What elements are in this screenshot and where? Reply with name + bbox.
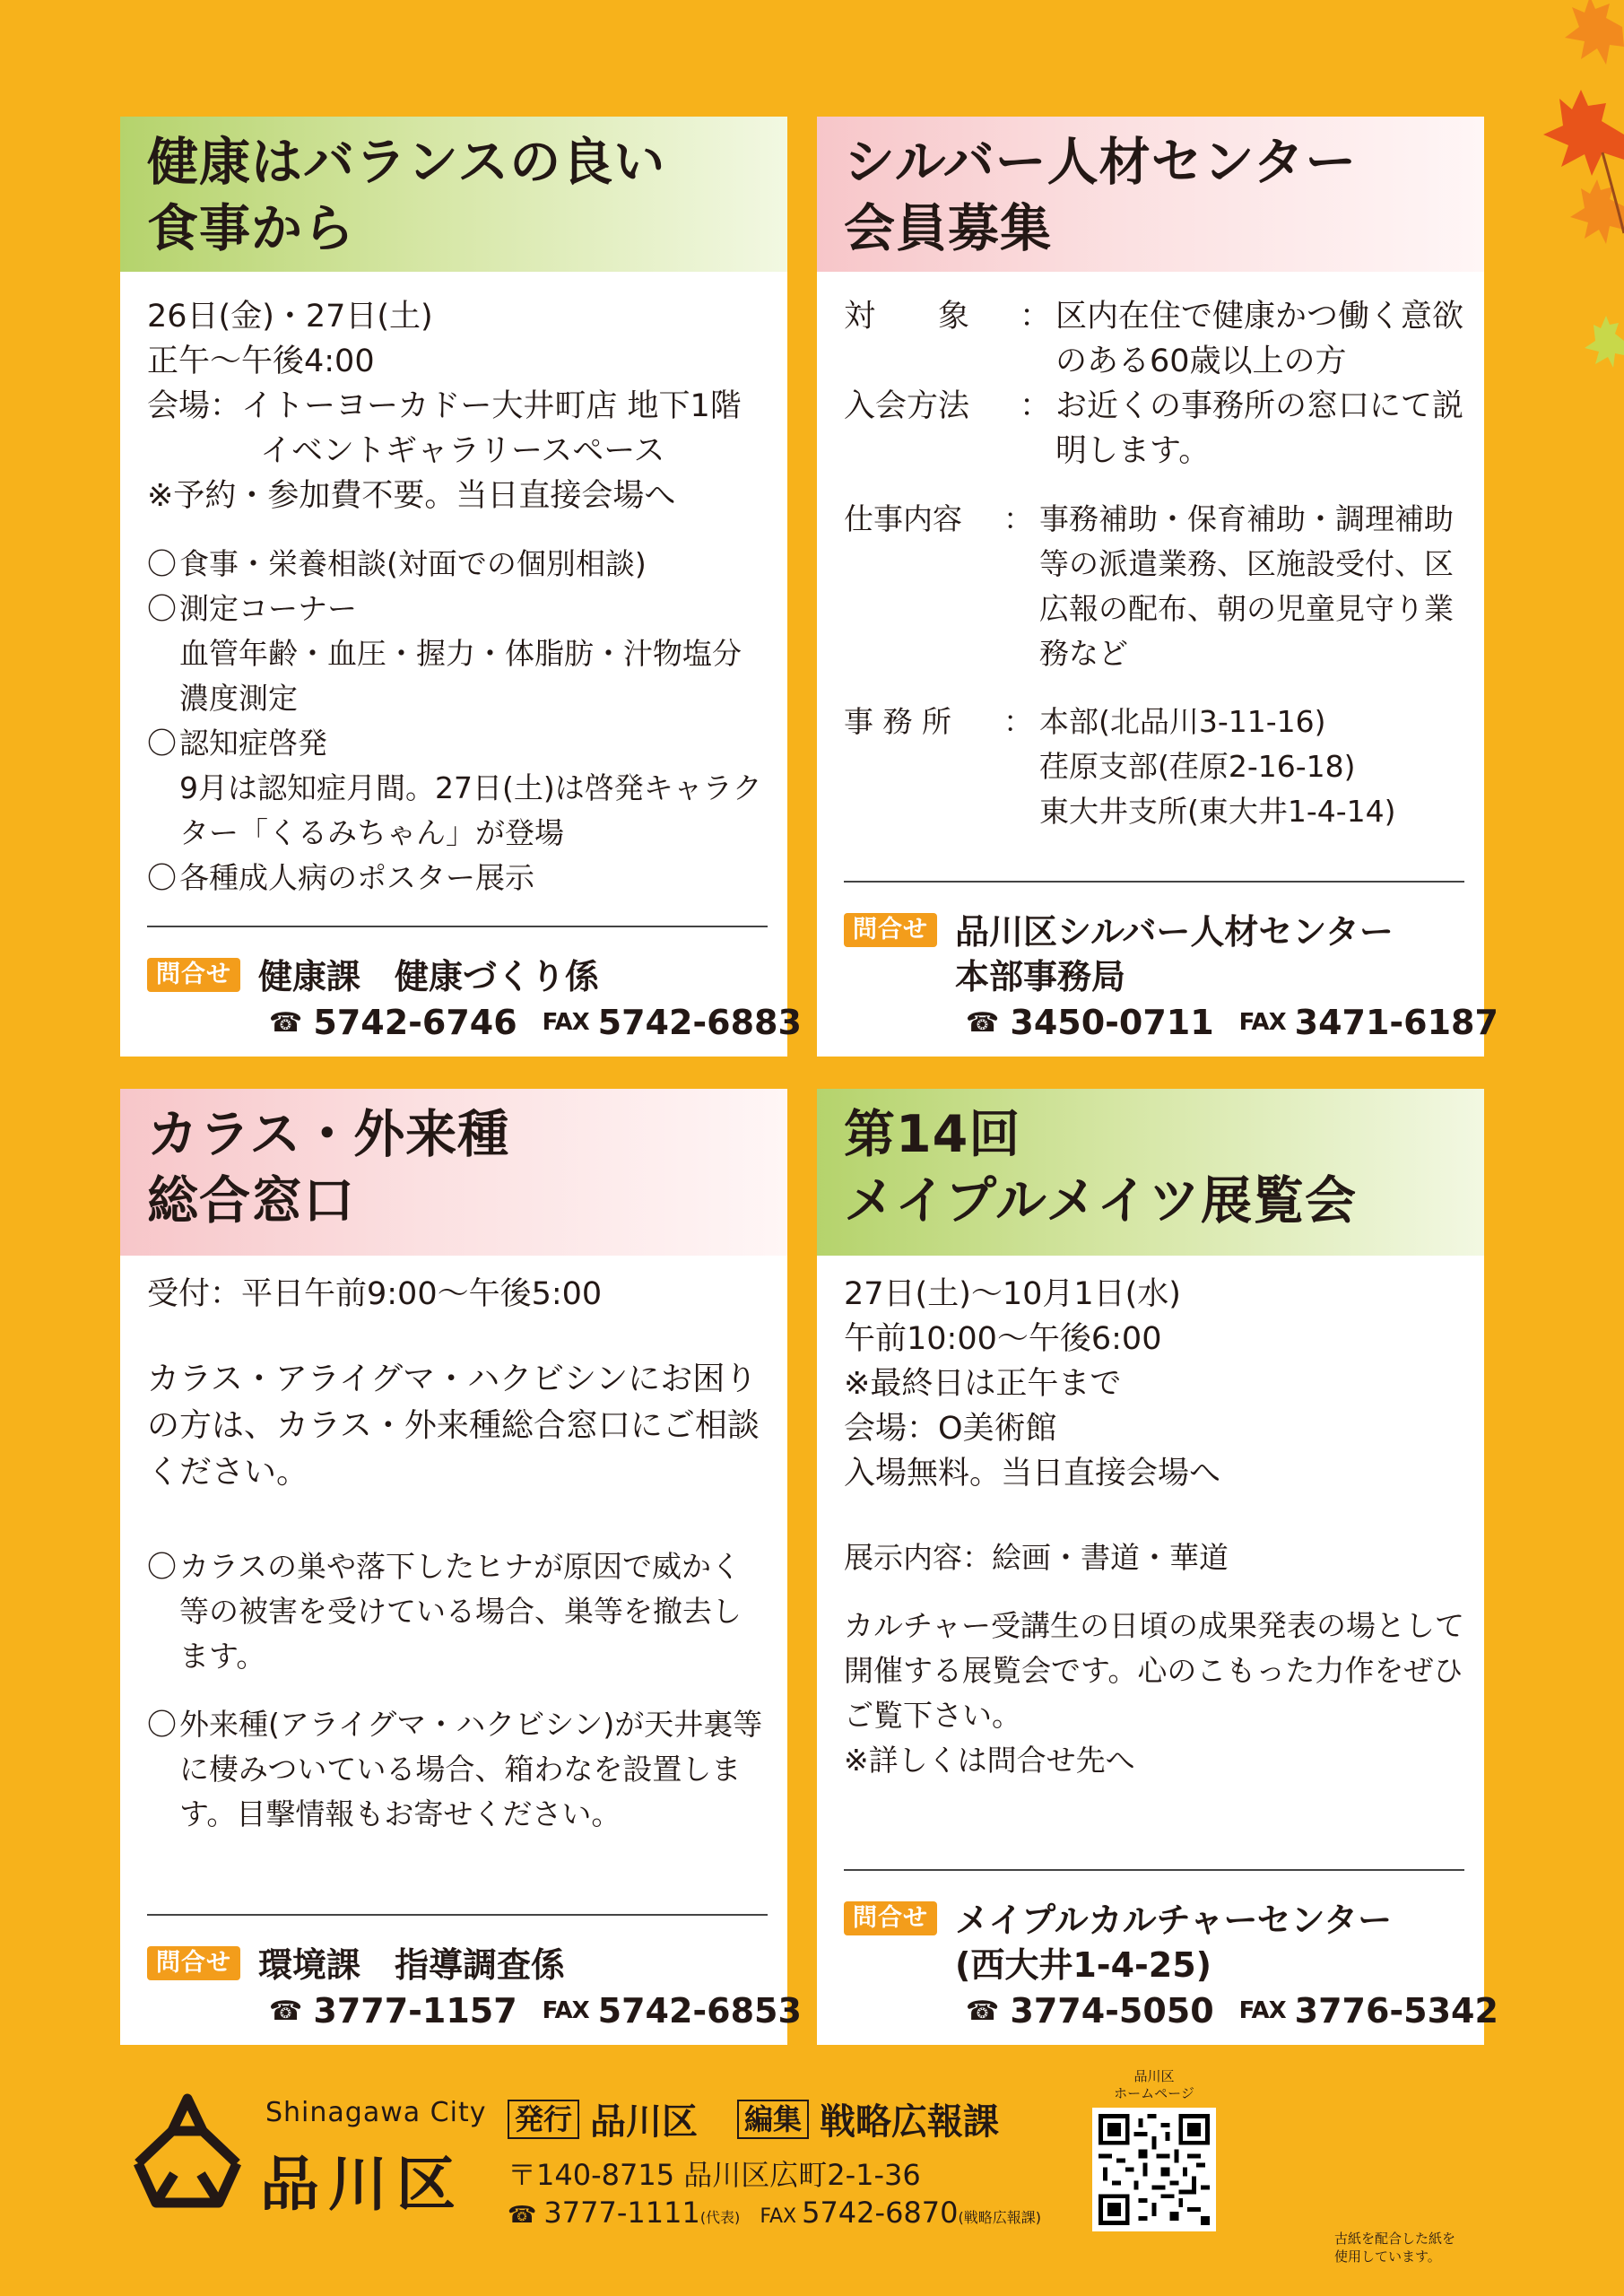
exhibit-description: カルチャー受講生の日頃の成果発表の場として開催する展覧会です。心のこもった力作をぜひご覧下さい。 <box>844 1608 1465 1733</box>
publisher-tel: 3777-1111 <box>543 2196 700 2230</box>
bullet-mark: 〇 <box>147 1707 177 1742</box>
event-venue-room: イベントギャラリースペース <box>260 433 665 469</box>
publisher-address: 〒140-8715 品川区広町2-1-36 <box>508 2158 921 2192</box>
contact-badge: 問合せ <box>147 1946 240 1980</box>
venue-label: 会場： <box>147 388 242 424</box>
office-address: 本部(北品川3-11-16) <box>1039 704 1326 739</box>
contact-fax: 5742-6883 <box>597 1003 802 1042</box>
intro-text: カラス・アライグマ・ハクビシンにお困りの方は、カラス・外来種総合窓口にご相談ください。 <box>147 1361 760 1491</box>
phone-icon: ☎ <box>966 1995 1000 2027</box>
card-title-line: シルバー人材センター <box>844 133 1358 192</box>
row-label: 対 象 <box>844 299 970 335</box>
list-item <box>147 1702 768 1837</box>
contact-name: 本部事務局 <box>955 957 1126 996</box>
contact-badge: 問合せ <box>844 1901 937 1935</box>
row-separator: ： <box>1020 388 1052 424</box>
row-label: 入会方法 <box>844 388 970 424</box>
publisher-phones <box>508 2196 1041 2230</box>
card-body <box>147 1272 768 1837</box>
contact-tel: 3774-5050 <box>1010 1991 1214 2031</box>
phone-icon: ☎ <box>269 1995 303 2027</box>
event-note: ※予約・参加費不要。当日直接会場へ <box>147 478 676 514</box>
row-separator: ： <box>1020 299 1052 335</box>
editor-name: 戦略広報課 <box>820 2101 1000 2143</box>
list-item <box>147 587 768 631</box>
health-event-card <box>120 117 802 1057</box>
list-item <box>147 721 768 766</box>
card-title <box>817 1089 1484 1256</box>
contact-block <box>844 1869 1498 2031</box>
phone-icon: ☎ <box>508 2202 537 2229</box>
exhibit-label: 展示内容： <box>844 1540 992 1575</box>
card-title-line: カラス・外来種 <box>147 1105 510 1164</box>
exhibit-content <box>844 1535 1464 1580</box>
silver-center-card <box>817 117 1498 1057</box>
list-item <box>147 542 768 587</box>
contact-name: メイプルカルチャーセンター <box>955 1900 1393 1940</box>
list-item <box>147 856 768 900</box>
card-body <box>844 1272 1464 1783</box>
contact-tel: 3450-0711 <box>1010 1003 1214 1042</box>
card-title <box>120 1089 787 1256</box>
publisher-info <box>508 2093 999 2144</box>
event-time: 正午～午後4:00 <box>147 344 375 379</box>
fax-label: FAX <box>542 1997 589 2024</box>
info-row <box>844 294 1464 384</box>
card-title-line: 会員募集 <box>844 199 1052 258</box>
card-body <box>844 294 1464 834</box>
tel-note: (代表) <box>699 2209 741 2226</box>
contact-tel: 5742-6746 <box>313 1003 517 1042</box>
card-body <box>147 294 768 900</box>
fax-label: FAX <box>760 2205 797 2228</box>
qr-code-icon[interactable] <box>1092 2108 1216 2231</box>
publisher-label: 発行 <box>508 2100 579 2139</box>
row-separator: ： <box>1003 704 1033 739</box>
row-separator: ： <box>1003 501 1033 536</box>
item-text: 認知症啓発 <box>179 726 327 761</box>
event-date: 26日(金)・27日(土) <box>147 299 433 335</box>
card-title <box>817 117 1484 272</box>
recycled-paper-note <box>1334 2230 1455 2266</box>
recycled-note-line: 古紙を配合した紙を <box>1334 2231 1456 2247</box>
row-label: 事 務 所 <box>844 704 951 739</box>
card-title-line: 食事から <box>147 199 355 258</box>
bullet-mark: 〇 <box>147 726 177 761</box>
contact-name: 健康課 健康づくり係 <box>258 957 600 996</box>
phone-icon: ☎ <box>966 1006 1000 1039</box>
contact-badge: 問合せ <box>844 913 937 947</box>
contact-fax: 5742-6853 <box>597 1991 802 2031</box>
contact-name: 環境課 指導調査係 <box>258 1945 566 1985</box>
recycled-note-line: 使用しています。 <box>1334 2248 1441 2265</box>
venue-name: イトーヨーカドー大井町店 地下1階 <box>241 388 742 424</box>
bullet-mark: 〇 <box>147 860 177 895</box>
crow-species-card <box>120 1089 802 2045</box>
item-text: 各種成人病のポスター展示 <box>179 860 534 895</box>
bullet-mark: 〇 <box>147 546 177 581</box>
contact-block <box>147 926 802 1042</box>
card-title-line: 健康はバランスの良い <box>147 133 666 192</box>
bullet-mark: 〇 <box>147 1549 177 1584</box>
contact-name: 品川区シルバー人材センター <box>955 912 1394 952</box>
maple-exhibition-card <box>817 1089 1498 2045</box>
item-text: 食事・栄養相談(対面での個別相談) <box>179 546 647 581</box>
homepage-label-line: ホームページ <box>1114 2085 1194 2101</box>
info-row <box>844 497 1464 676</box>
maple-leaves-icon <box>1516 0 1624 502</box>
detail-note: ※詳しくは問合せ先へ <box>844 1743 1135 1778</box>
card-title-line: 第14回 <box>844 1105 1021 1164</box>
item-text: カラスの巣や落下したヒナが原因で威かく等の被害を受けている場合、巣等を撤去します。 <box>179 1549 742 1674</box>
card-title <box>120 117 787 272</box>
publisher-fax: 5742-6870 <box>802 2196 959 2230</box>
info-row <box>844 700 1464 834</box>
editor-label: 編集 <box>737 2100 809 2139</box>
contact-badge: 問合せ <box>147 958 240 992</box>
contact-block <box>844 881 1498 1042</box>
fax-note: (戦略広報課) <box>958 2209 1041 2226</box>
city-name-ja: 品川区 <box>260 2150 465 2219</box>
contact-block <box>147 1914 802 2031</box>
fax-label: FAX <box>542 1009 589 1036</box>
last-day-note: ※最終日は正午まで <box>844 1366 1122 1402</box>
city-name-en: Shinagawa City <box>265 2097 487 2128</box>
item-text: 外来種(アライグマ・ハクビシン)が天井裏等に棲みついている場合、箱わなを設置します。目撃情報もお寄せください。 <box>179 1707 763 1831</box>
contact-name: (西大井1-4-25) <box>955 1945 1212 1985</box>
event-date: 27日(土)～10月1日(水) <box>844 1276 1181 1312</box>
event-venue <box>147 384 768 429</box>
card-title-line: メイプルメイツ展覧会 <box>844 1171 1358 1231</box>
card-title-line: 総合窓口 <box>147 1171 355 1231</box>
office-address: 荏原支部(荏原2-16-18) <box>1039 749 1356 784</box>
bullet-mark: 〇 <box>147 591 177 626</box>
homepage-label <box>1096 2068 1212 2102</box>
item-text: 測定コーナー <box>179 591 357 626</box>
fax-label: FAX <box>1238 1009 1286 1036</box>
row-label: 仕事内容 <box>844 501 962 536</box>
exhibit-value: 絵画・書道・華道 <box>992 1540 1229 1575</box>
item-detail: 9月は認知症月間。27日(土)は啓発キャラクター「くるみちゃん」が登場 <box>179 770 762 850</box>
item-list <box>147 542 768 900</box>
row-value: 事務補助・保育補助・調理補助等の派遣業務、区施設受付、区広報の配布、朝の児童見守り業務など <box>1039 501 1454 671</box>
contact-fax: 3471-6187 <box>1294 1003 1498 1042</box>
row-value: お近くの事務所の窓口にて説明します。 <box>1055 388 1464 469</box>
contact-tel: 3777-1157 <box>313 1991 517 2031</box>
shinagawa-city-logo <box>120 2092 255 2217</box>
info-row <box>844 384 1464 474</box>
event-time: 午前10:00～午後6:00 <box>844 1321 1162 1357</box>
publisher-name: 品川区 <box>590 2101 699 2143</box>
office-address: 東大井支所(東大井1-4-14) <box>1039 794 1396 829</box>
item-list <box>147 1544 768 1837</box>
page-footer <box>0 2063 1624 2296</box>
phone-icon: ☎ <box>269 1006 303 1039</box>
contact-fax: 3776-5342 <box>1294 1991 1498 2031</box>
row-value: 区内在住で健康かつ働く意欲のある60歳以上の方 <box>1055 299 1464 379</box>
reception-hours: 受付：平日午前9:00～午後5:00 <box>147 1276 603 1312</box>
event-venue: 会場：O美術館 <box>844 1411 1057 1447</box>
admission-note: 入場無料。当日直接会場へ <box>844 1456 1221 1492</box>
list-item <box>147 1544 768 1679</box>
item-detail: 血管年齢・血圧・握力・体脂肪・汁物塩分濃度測定 <box>179 636 742 716</box>
fax-label: FAX <box>1238 1997 1286 2024</box>
homepage-label-line: 品川区 <box>1133 2068 1175 2084</box>
